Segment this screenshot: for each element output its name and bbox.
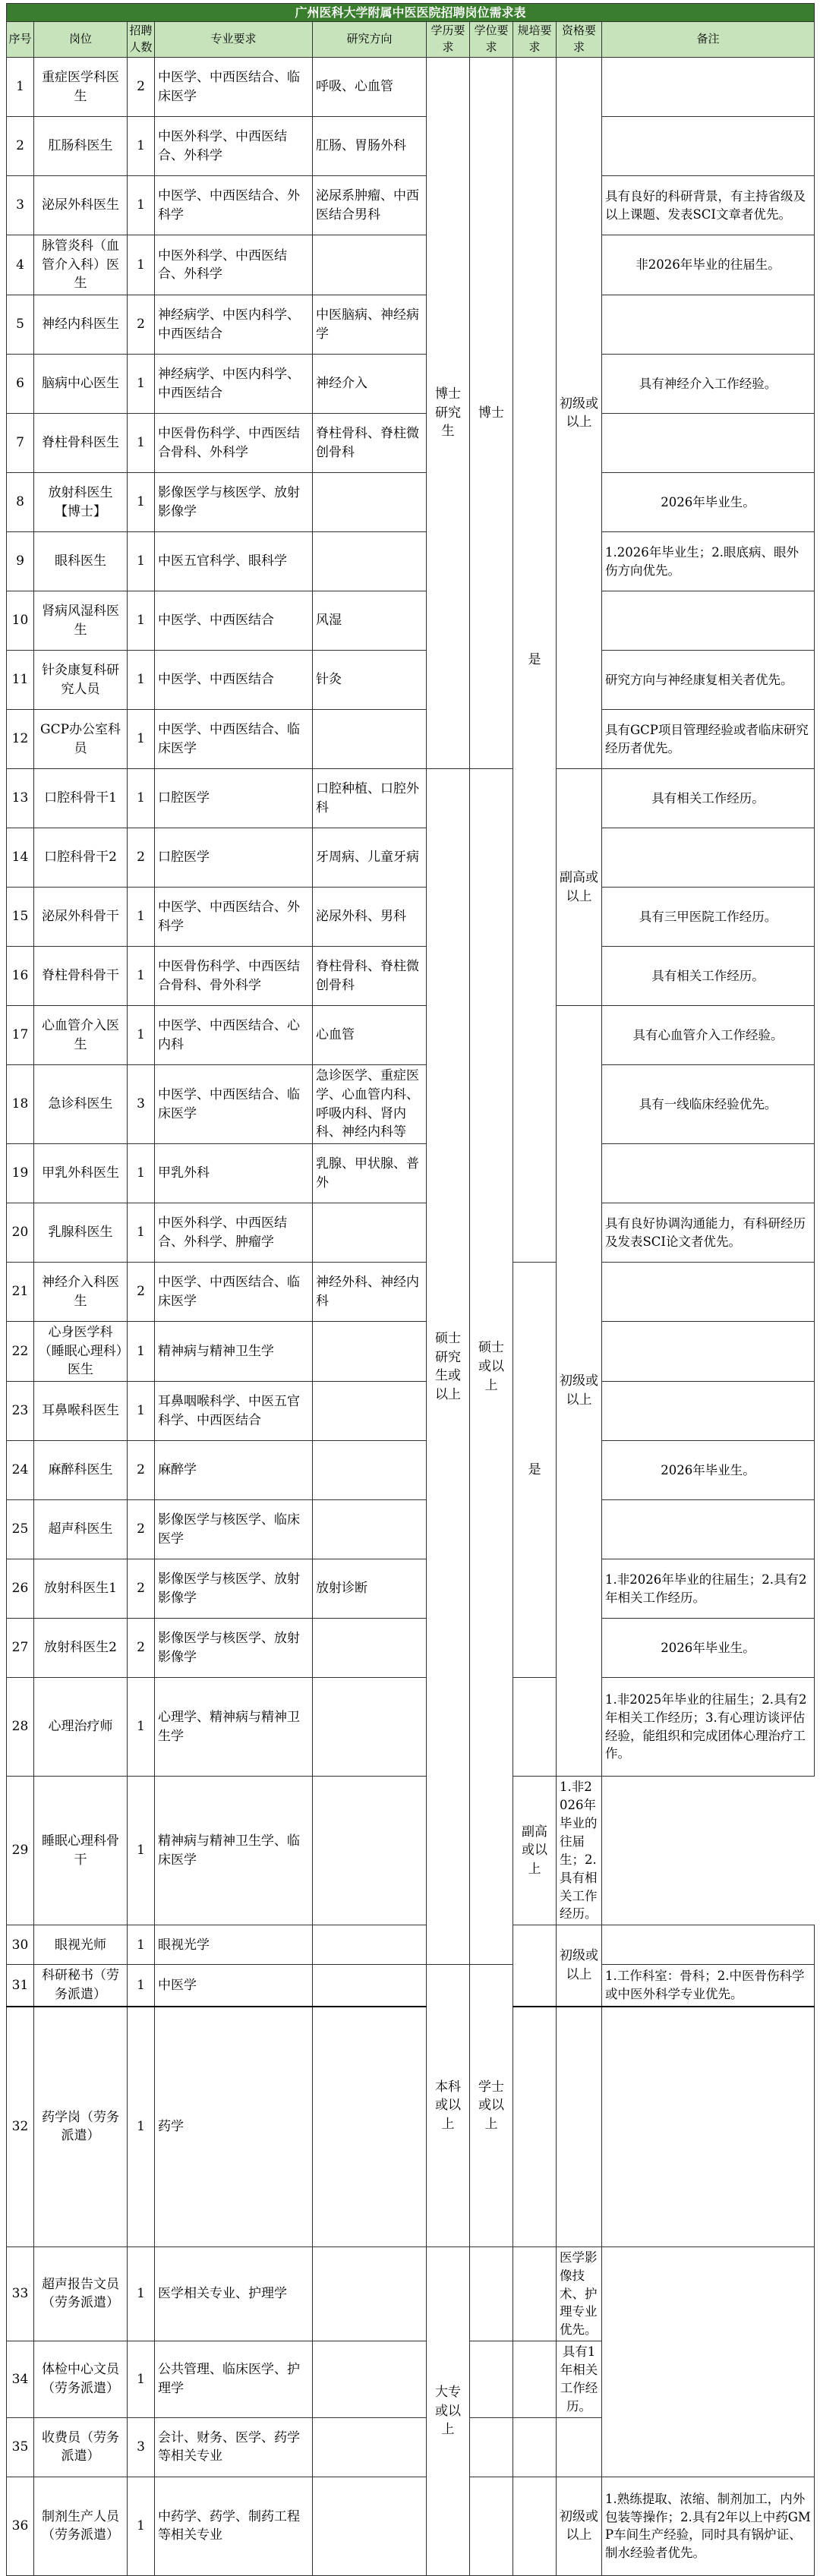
cell-direction (313, 235, 427, 295)
cell-count: 2 (128, 1263, 155, 1322)
cell-no: 13 (7, 769, 34, 828)
cell-deg-empty (470, 2341, 513, 2418)
cell-remarks: 2026年毕业生。 (602, 1441, 815, 1500)
cell-count: 2 (128, 1441, 155, 1500)
cell-count: 1 (128, 1965, 155, 2007)
table-row (7, 1203, 815, 1263)
table-row (7, 710, 815, 769)
cell-count: 3 (128, 1065, 155, 1144)
recruitment-table (6, 3, 815, 2576)
cell-major: 精神病与精神卫生学、临床医学 (155, 1777, 313, 1925)
cell-no: 8 (7, 473, 34, 532)
cell-major: 中医学、中西医结合、临床医学 (155, 710, 313, 769)
cell-train-empty-30 (513, 1925, 557, 2007)
cell-major: 中医外科学、中西医结合、外科学、肿瘤学 (155, 1203, 313, 1263)
cell-no: 5 (7, 295, 34, 355)
cell-remarks: 1.2026年毕业生；2.眼底病、眼外伤方向优先。 (602, 532, 815, 591)
cell-remarks: 具有相关工作经历。 (602, 769, 815, 828)
cell-post: 重症医学科医生 (34, 58, 128, 117)
cell-major: 中医骨伤科学、中西医结合骨科、外科学 (155, 414, 313, 473)
cell-edu-phd: 博士研究生 (427, 58, 470, 769)
cell-major: 公共管理、临床医学、护理学 (155, 2341, 313, 2418)
cell-count: 1 (128, 1006, 155, 1065)
cell-major: 影像医学与核医学、放射影像学 (155, 473, 313, 532)
table-row (7, 355, 815, 414)
cell-direction: 口腔种植、口腔外科 (313, 769, 427, 828)
cell-count: 1 (128, 1777, 155, 1925)
cell-count: 2 (128, 1559, 155, 1619)
table-row (7, 1006, 815, 1065)
cell-direction (313, 1500, 427, 1559)
cell-major: 药学 (155, 2007, 313, 2247)
cell-no: 7 (7, 414, 34, 473)
cell-direction (313, 1203, 427, 1263)
cell-remarks: 具有GCP项目管理经验或者临床研究经历者优先。 (602, 710, 815, 769)
cell-post: 心血管介入医生 (34, 1006, 128, 1065)
cell-count: 2 (128, 1619, 155, 1678)
cell-remarks: 具有三甲医院工作经历。 (602, 888, 815, 947)
cell-direction: 泌尿外科、男科 (313, 888, 427, 947)
header-direction: 研究方向 (313, 22, 427, 58)
cell-no: 35 (7, 2417, 34, 2477)
cell-count: 1 (128, 2477, 155, 2575)
cell-post: GCP办公室科员 (34, 710, 128, 769)
table-title: 广州医科大学附属中医医院招聘岗位需求表 (7, 4, 815, 22)
table-row (7, 2477, 815, 2575)
cell-direction: 泌尿系肿瘤、中西医结合男科 (313, 176, 427, 235)
cell-direction (313, 1925, 427, 1965)
cell-no: 22 (7, 1322, 34, 1382)
cell-post: 超声科医生 (34, 1500, 128, 1559)
cell-count: 1 (128, 1203, 155, 1263)
cell-post: 甲乳外科医生 (34, 1144, 128, 1203)
cell-direction (313, 532, 427, 591)
table-body (7, 58, 815, 2576)
cell-no: 36 (7, 2477, 34, 2575)
cell-direction (313, 1678, 427, 1777)
cell-remarks: 非2026年毕业的往届生。 (602, 235, 815, 295)
header-degree: 学位要求 (470, 22, 513, 58)
cell-qual-senior-b: 副高或以上 (513, 1777, 557, 1925)
cell-no: 24 (7, 1441, 34, 1500)
cell-post: 肛肠科医生 (34, 117, 128, 176)
cell-no: 30 (7, 1925, 34, 1965)
cell-direction: 脊柱骨科、脊柱微创骨科 (313, 947, 427, 1006)
cell-post: 体检中心文员（劳务派遣） (34, 2341, 128, 2418)
cell-post: 泌尿外科医生 (34, 176, 128, 235)
header-no: 序号 (7, 22, 34, 58)
cell-post: 口腔科骨干2 (34, 828, 128, 888)
cell-remarks: 具有一线临床经验优先。 (602, 1065, 815, 1144)
table-row (7, 235, 815, 295)
cell-count: 2 (128, 58, 155, 117)
cell-count: 1 (128, 651, 155, 710)
table-row (7, 888, 815, 947)
cell-post: 放射科医生2 (34, 1619, 128, 1678)
cell-direction: 肛肠、胃肠外科 (313, 117, 427, 176)
table-row (7, 1925, 815, 1965)
cell-count: 1 (128, 1322, 155, 1382)
table-row (7, 769, 815, 828)
cell-no: 1 (7, 58, 34, 117)
cell-post: 耳鼻喉科医生 (34, 1382, 128, 1441)
table-row (7, 176, 815, 235)
cell-count: 2 (128, 295, 155, 355)
cell-post: 肾病风湿科医生 (34, 591, 128, 651)
table-row (7, 414, 815, 473)
table-row (7, 1322, 815, 1382)
cell-train-b: 是 (513, 1263, 557, 1678)
cell-post: 急诊科医生 (34, 1065, 128, 1144)
cell-deg-empty (470, 2417, 513, 2477)
header-qualification: 资格要求 (557, 22, 602, 58)
cell-direction (313, 1382, 427, 1441)
cell-post: 放射科医生【博士】 (34, 473, 128, 532)
cell-no: 31 (7, 1965, 34, 2007)
table-row (7, 1777, 815, 1925)
table-row (7, 1559, 815, 1619)
header-training: 规培要求 (513, 22, 557, 58)
table-row (7, 591, 815, 651)
cell-remarks: 1.非2026年毕业的往届生；2.具有相关工作经历。 (557, 1777, 602, 1925)
header-education: 学历要求 (427, 22, 470, 58)
cell-major: 中医外科学、中西医结合、外科学 (155, 117, 313, 176)
table-row (7, 1065, 815, 1144)
cell-count: 1 (128, 355, 155, 414)
cell-direction: 心血管 (313, 1006, 427, 1065)
cell-post: 收费员（劳务派遣） (34, 2417, 128, 2477)
cell-direction: 神经介入 (313, 355, 427, 414)
cell-no: 21 (7, 1263, 34, 1322)
cell-remarks (602, 58, 815, 117)
cell-post: 神经内科医生 (34, 295, 128, 355)
cell-no: 3 (7, 176, 34, 235)
table-row (7, 1619, 815, 1678)
cell-no: 14 (7, 828, 34, 888)
cell-remarks: 1.非2026年毕业的往届生；2.具有2年相关工作经历。 (602, 1559, 815, 1619)
cell-major: 中医学、中西医结合、心内科 (155, 1006, 313, 1065)
table-row (7, 473, 815, 532)
cell-no: 2 (7, 117, 34, 176)
cell-count: 2 (128, 1500, 155, 1559)
table-row (7, 117, 815, 176)
cell-count: 1 (128, 2007, 155, 2247)
cell-major: 影像医学与核医学、临床医学 (155, 1500, 313, 1559)
cell-count: 1 (128, 2341, 155, 2418)
cell-major: 麻醉学 (155, 1441, 313, 1500)
table-row (7, 1382, 815, 1441)
cell-count: 1 (128, 1382, 155, 1441)
cell-remarks: 研究方向与神经康复相关者优先。 (602, 651, 815, 710)
cell-direction: 中医脑病、神经病学 (313, 295, 427, 355)
table-row (7, 2417, 815, 2477)
table-row (7, 532, 815, 591)
cell-remarks: 具有1年相关工作经历。 (557, 2341, 602, 2418)
cell-remarks (602, 1382, 815, 1441)
cell-major: 口腔医学 (155, 828, 313, 888)
cell-major: 中医五官科学、眼科学 (155, 532, 313, 591)
cell-no: 33 (7, 2247, 34, 2341)
cell-post: 药学岗（劳务派遣） (34, 2007, 128, 2247)
cell-remarks: 具有心血管介入工作经验。 (602, 1006, 815, 1065)
cell-edu-master: 硕士研究生或以上 (427, 769, 470, 1965)
cell-direction: 风湿 (313, 591, 427, 651)
cell-post: 脑病中心医生 (34, 355, 128, 414)
cell-major: 眼视光学 (155, 1925, 313, 1965)
cell-direction: 神经外科、神经内科 (313, 1263, 427, 1322)
cell-no: 32 (7, 2007, 34, 2247)
cell-major: 心理学、精神病与精神卫生学 (155, 1678, 313, 1777)
cell-remarks (602, 591, 815, 651)
cell-major: 影像医学与核医学、放射影像学 (155, 1559, 313, 1619)
cell-qual-junior-c: 初级或以上 (557, 1925, 602, 2007)
cell-count: 2 (128, 828, 155, 888)
cell-major: 中医学、中西医结合 (155, 591, 313, 651)
cell-deg-empty (470, 2477, 513, 2575)
table-row (7, 1441, 815, 1500)
cell-major: 甲乳外科 (155, 1144, 313, 1203)
cell-no: 34 (7, 2341, 34, 2418)
cell-count: 1 (128, 1144, 155, 1203)
cell-remarks (602, 1925, 815, 1965)
cell-remarks: 医学影像技术、护理专业优先。 (557, 2247, 602, 2341)
cell-remarks: 具有良好的科研背景，有主持省级及以上课题、发表SCI文章者优先。 (602, 176, 815, 235)
cell-train-empty (513, 2247, 557, 2341)
cell-post: 泌尿外科骨干 (34, 888, 128, 947)
cell-no: 20 (7, 1203, 34, 1263)
cell-direction (313, 2341, 427, 2418)
cell-direction (313, 1441, 427, 1500)
cell-remarks: 1.工作科室：骨科；2.中医骨伤科学或中医外科学专业优先。 (602, 1965, 815, 2007)
table-row (7, 295, 815, 355)
cell-major: 中医骨伤科学、中西医结合骨科、骨外科学 (155, 947, 313, 1006)
table-row (7, 1263, 815, 1322)
cell-major: 会计、财务、医学、药学等相关专业 (155, 2417, 313, 2477)
cell-qual-junior-a: 初级或以上 (557, 58, 602, 769)
cell-major: 医学相关专业、护理学 (155, 2247, 313, 2341)
cell-count: 1 (128, 473, 155, 532)
cell-edu-bachelor: 本科或以上 (427, 1965, 470, 2247)
cell-post: 脉管炎科（血管介入科）医生 (34, 235, 128, 295)
cell-post: 心身医学科（睡眠心理科）医生 (34, 1322, 128, 1382)
cell-no: 11 (7, 651, 34, 710)
cell-post: 制剂生产人员（劳务派遣） (34, 2477, 128, 2575)
table-row (7, 1500, 815, 1559)
cell-remarks (602, 828, 815, 888)
cell-post: 心理治疗师 (34, 1678, 128, 1777)
cell-no: 18 (7, 1065, 34, 1144)
cell-count: 1 (128, 1678, 155, 1777)
cell-major: 口腔医学 (155, 769, 313, 828)
cell-no: 26 (7, 1559, 34, 1619)
cell-edu-college: 大专或以上 (427, 2247, 470, 2575)
cell-major: 神经病学、中医内科学、中西医结合 (155, 355, 313, 414)
cell-direction: 放射诊断 (313, 1559, 427, 1619)
table-row (7, 1965, 815, 2007)
cell-count: 1 (128, 176, 155, 235)
cell-remarks: 2026年毕业生。 (602, 1619, 815, 1678)
cell-major: 中医学、中西医结合 (155, 651, 313, 710)
cell-remarks: 具有相关工作经历。 (602, 947, 815, 1006)
cell-count: 1 (128, 710, 155, 769)
cell-count: 1 (128, 947, 155, 1006)
cell-direction: 呼吸、心血管 (313, 58, 427, 117)
cell-major: 中医学 (155, 1965, 313, 2007)
cell-major: 中医学、中西医结合、临床医学 (155, 1065, 313, 1144)
cell-major: 影像医学与核医学、放射影像学 (155, 1619, 313, 1678)
header-post: 岗位 (34, 22, 128, 58)
cell-qual-senior-a: 副高或以上 (557, 769, 602, 1006)
cell-count: 1 (128, 235, 155, 295)
cell-major: 中医学、中西医结合、外科学 (155, 176, 313, 235)
cell-post: 脊柱骨科医生 (34, 414, 128, 473)
cell-no: 10 (7, 591, 34, 651)
cell-no: 17 (7, 1006, 34, 1065)
cell-count: 1 (128, 769, 155, 828)
cell-post: 针灸康复科研究人员 (34, 651, 128, 710)
cell-remarks (602, 295, 815, 355)
cell-remarks (602, 414, 815, 473)
cell-count: 1 (128, 888, 155, 947)
cell-remarks (602, 117, 815, 176)
cell-remarks: 具有良好协调沟通能力，有科研经历及发表SCI论文者优先。 (602, 1203, 815, 1263)
cell-no: 27 (7, 1619, 34, 1678)
cell-train-empty (513, 2477, 557, 2575)
cell-post: 放射科医生1 (34, 1559, 128, 1619)
cell-direction: 牙周病、儿童牙病 (313, 828, 427, 888)
cell-no: 12 (7, 710, 34, 769)
cell-direction (313, 1322, 427, 1382)
cell-remarks (602, 1144, 815, 1203)
cell-major: 中药学、药学、制药工程等相关专业 (155, 2477, 313, 2575)
cell-deg-master: 硕士或以上 (470, 769, 513, 1965)
cell-direction (313, 2247, 427, 2341)
cell-count: 1 (128, 117, 155, 176)
cell-count: 1 (128, 1925, 155, 1965)
table-row (7, 1678, 815, 1777)
cell-direction: 急诊医学、重症医学、心血管内科、呼吸内科、肾内科、神经内科等 (313, 1065, 427, 1144)
cell-post: 科研秘书（劳务派遣） (34, 1965, 128, 2007)
table-row (7, 1144, 815, 1203)
header-major: 专业要求 (155, 22, 313, 58)
cell-count: 1 (128, 532, 155, 591)
cell-count: 1 (128, 2247, 155, 2341)
cell-direction (313, 1619, 427, 1678)
table-row (7, 2247, 815, 2341)
cell-no: 16 (7, 947, 34, 1006)
table-row (7, 2341, 815, 2418)
cell-remarks (557, 2417, 602, 2477)
cell-remarks: 1.熟练提取、浓缩、制剂加工，内外包装等操作；2.具有2年以上中药GMP车间生产经验，同时具有锅炉证、制水经验者优先。 (602, 2477, 815, 2575)
table-row (7, 947, 815, 1006)
cell-post: 麻醉科医生 (34, 1441, 128, 1500)
cell-direction (313, 1965, 427, 2007)
cell-no: 19 (7, 1144, 34, 1203)
table-row (7, 58, 815, 117)
cell-major: 中医学、中西医结合、外科学 (155, 888, 313, 947)
table-row (7, 651, 815, 710)
cell-direction (313, 2007, 427, 2247)
cell-post: 乳腺科医生 (34, 1203, 128, 1263)
cell-count: 1 (128, 414, 155, 473)
cell-deg-empty (470, 2247, 513, 2341)
cell-count: 1 (128, 591, 155, 651)
cell-remarks: 具有神经介入工作经验。 (602, 355, 815, 414)
cell-edu-empty (513, 2007, 557, 2247)
header-remarks: 备注 (602, 22, 815, 58)
cell-train-empty (513, 2417, 557, 2477)
cell-direction (313, 2417, 427, 2477)
cell-deg-empty (557, 2007, 602, 2247)
cell-train-a: 是 (513, 58, 557, 1263)
cell-no: 28 (7, 1678, 34, 1777)
cell-remarks: 1.非2025年毕业的往届生；2.具有2年相关工作经历；3.有心理访谈评估经验，能组织和完成团体心理治疗工作。 (602, 1678, 815, 1777)
cell-no: 9 (7, 532, 34, 591)
cell-major: 中医学、中西医结合、临床医学 (155, 1263, 313, 1322)
cell-post: 睡眠心理科骨干 (34, 1777, 128, 1925)
cell-qual-junior-d: 初级或以上 (557, 2477, 602, 2575)
cell-deg-bachelor: 学士或以上 (470, 1965, 513, 2247)
cell-no: 15 (7, 888, 34, 947)
cell-no: 4 (7, 235, 34, 295)
cell-no: 25 (7, 1500, 34, 1559)
table-row (7, 828, 815, 888)
cell-train-empty (602, 2007, 815, 2247)
cell-direction (313, 1777, 427, 1925)
cell-post: 超声报告文员（劳务派遣） (34, 2247, 128, 2341)
cell-major: 神经病学、中医内科学、中西医结合 (155, 295, 313, 355)
cell-major: 中医学、中西医结合、临床医学 (155, 58, 313, 117)
cell-direction (313, 2477, 427, 2575)
cell-direction: 乳腺、甲状腺、普外 (313, 1144, 427, 1203)
cell-no: 6 (7, 355, 34, 414)
cell-deg-phd: 博士 (470, 58, 513, 769)
cell-direction: 脊柱骨科、脊柱微创骨科 (313, 414, 427, 473)
cell-train-empty-28 (513, 1678, 557, 1777)
cell-major: 中医外科学、中西医结合、外科学 (155, 235, 313, 295)
table-row (7, 2007, 815, 2247)
cell-remarks: 2026年毕业生。 (602, 473, 815, 532)
header-count: 招聘人数 (128, 22, 155, 58)
cell-post: 眼科医生 (34, 532, 128, 591)
cell-remarks (602, 1263, 815, 1322)
cell-major: 耳鼻咽喉科学、中医五官科学、中西医结合 (155, 1382, 313, 1441)
cell-post: 眼视光师 (34, 1925, 128, 1965)
cell-direction (313, 473, 427, 532)
cell-post: 口腔科骨干1 (34, 769, 128, 828)
cell-major: 精神病与精神卫生学 (155, 1322, 313, 1382)
cell-qual-junior-b: 初级或以上 (557, 1006, 602, 1777)
cell-direction (313, 710, 427, 769)
cell-remarks (602, 1500, 815, 1559)
cell-count: 3 (128, 2417, 155, 2477)
cell-remarks (602, 1322, 815, 1382)
cell-post: 脊柱骨科骨干 (34, 947, 128, 1006)
cell-train-empty (513, 2341, 557, 2418)
cell-no: 29 (7, 1777, 34, 1925)
cell-post: 神经介入科医生 (34, 1263, 128, 1322)
cell-no: 23 (7, 1382, 34, 1441)
cell-direction: 针灸 (313, 651, 427, 710)
